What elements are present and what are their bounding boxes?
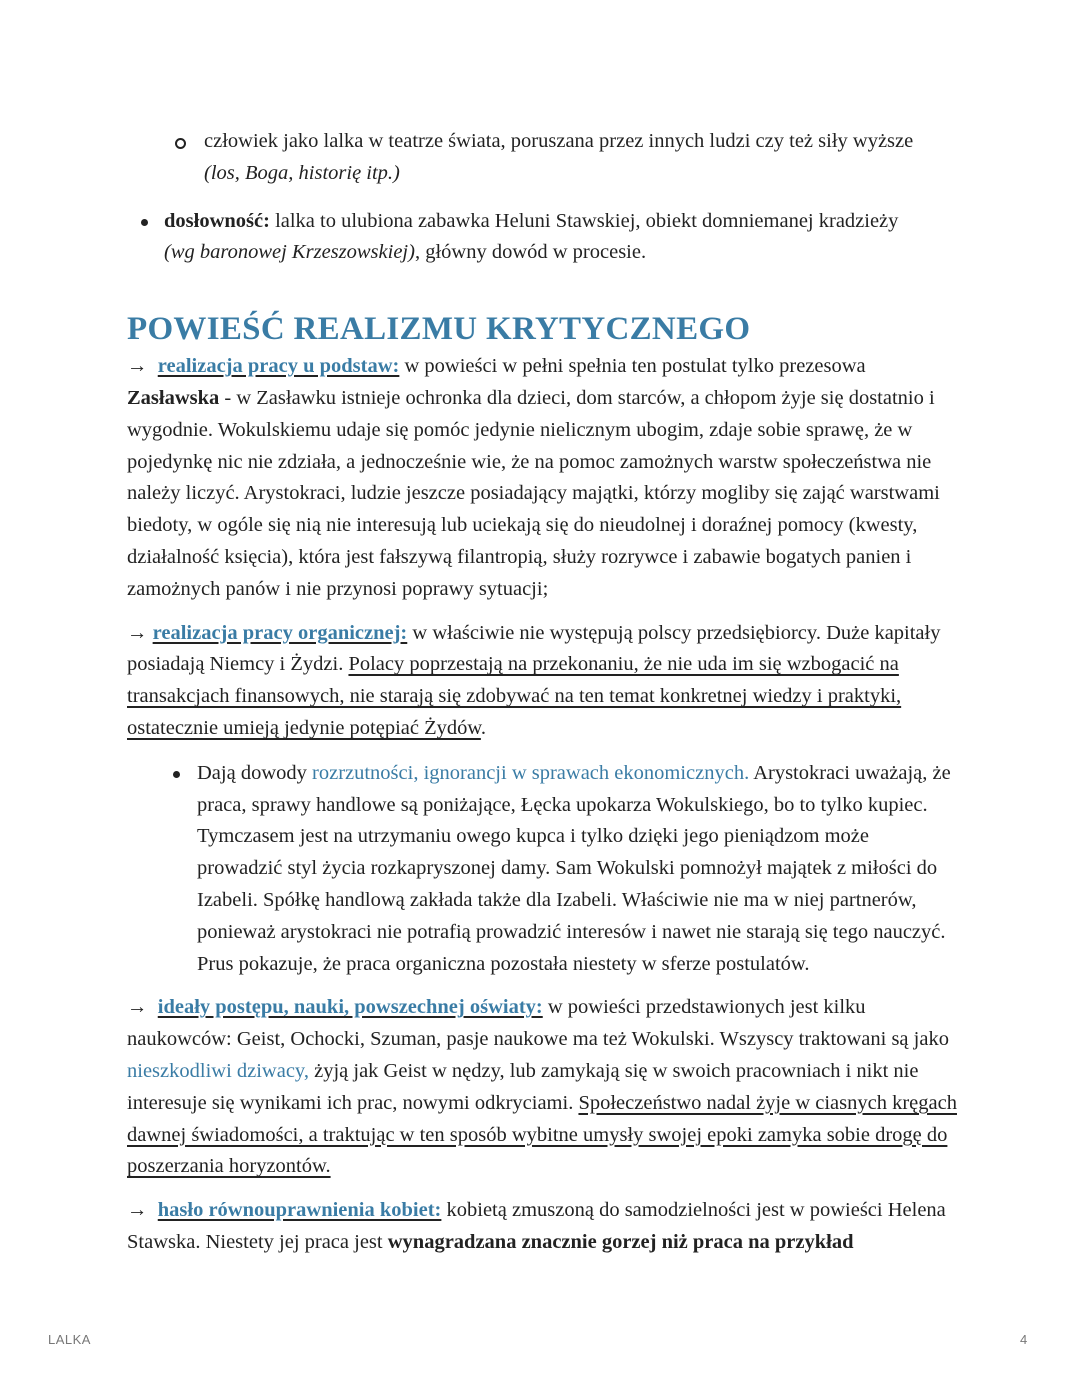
page-content: [127, 126, 957, 1259]
bullet-text-2: Arystokraci uważają, że praca, sprawy handlowe są poniżające, Łęcka upokarza Wokulskiego, bo to tylko kupiec. Tymczasem jest na utrzymaniu owego kupca i tylko dzięki jego pieniądzom może prowadzić styl życia rozkapryszonej damy. Sam Wokulski pomnożył majątek z miłości do Izabeli. Spółkę handlową zakłada także dla Izabeli. Właściwie nie ma w niej partnerów, ponieważ arystokraci nie potrafią prowadzić interesów i nawet nie starają się tego nauczyć. Prus pokazuje, że praca organiczna pozostała niestety w sferze postulatów.: [197, 761, 951, 975]
bullet-text-1: Dają dowody: [197, 761, 313, 784]
p1-text-1: w powieści w pełni spełnia ten postulat tylko prezesowa: [399, 355, 866, 378]
page-number: 4: [1020, 1332, 1028, 1347]
list-item-disc: [127, 206, 957, 270]
link-rownouprawnienie[interactable]: hasło równouprawnienia kobiet:: [157, 1199, 442, 1222]
arrow-icon: →: [127, 1199, 148, 1222]
p3-underlined: Społeczeństwo nadal żyje w ciasnych kręgach dawnej świadomości, a traktując w ten sposób wybitne umysły swojej epoki zamyka sobie drogę do poszerzania horyzontów.: [127, 1091, 957, 1178]
circle-bullet-icon: [175, 138, 186, 149]
p2-underlined: Polacy poprzestają na przekonaniu, że nie uda im się wzbogacić na transakcjach finansowych, nie starają się zdobywać na ten temat konkretnej wiedzy i praktyki, ostatecznie umieją jedynie potępiać Żydów: [127, 653, 902, 739]
p3-text-1: w powieści przedstawionych jest kilku naukowców: Geist, Ochocki, Szuman, pasje naukowe ma też Wokulski. Wszyscy traktowani są jako: [127, 996, 949, 1051]
link-praca-u-podstaw[interactable]: realizacja pracy u podstaw:: [157, 355, 400, 378]
disc-item-text: lalka to ulubiona zabawka Heluni Stawskiej, obiekt domniemanej kradzieży: [269, 209, 899, 232]
p2-text-2: .: [480, 716, 486, 739]
disc-item-text-end: , główny dowód w procesie.: [414, 241, 647, 264]
arrow-icon: →: [127, 621, 148, 644]
disc-item-label: dosłowność:: [164, 209, 270, 232]
p1-text-2: - w Zasławku istnieje ochronka dla dzieci, dom starców, a chłopom żyje się dostatnio i wygodnie. Wokulskiemu udaje się pomóc jedynie nielicznym ubogim, zdaje sobie sprawę, że w pojedynkę nic nie zdziała, a jednocześnie wie, że na pomoc zamożnych warstw społeczeństwa nie należy liczyć. Arystokraci, ludzie jeszcze posiadający majątki, którzy mogliby się zająć warstwami biedoty, w ogóle się nią nie interesują lub uciekają się do nieudolnej i doraźnej pomocy (kwesty, działalność księcia), która jest fałszywą filantropią, służy rozrywce i zabawie bogatych panien i zamożnych panów i nie przynosi poprawy sytuacji;: [127, 386, 940, 600]
list-item-dowody: [127, 758, 957, 981]
link-idealy-postepu[interactable]: ideały postępu, nauki, powszechnej oświaty:: [157, 996, 543, 1019]
paragraph-idealy-postepu: [127, 992, 957, 1183]
arrow-icon: →: [127, 355, 148, 378]
paragraph-praca-organiczna: [127, 618, 957, 745]
disc-bullet-icon: [141, 219, 148, 226]
section-heading: POWIEŚĆ REALIZMU KRYTYCZNEGO: [127, 311, 751, 348]
p4-text-1: kobietą zmuszoną do samodzielności jest w powieści Helena Stawska. Niestety jej praca jest: [127, 1199, 946, 1253]
circle-item-italic: (los, Boga, historię itp.): [204, 161, 400, 184]
disc-item-italic: (wg baronowej Krzeszowskiej): [164, 241, 415, 264]
bullet-blue-text: rozrzutności, ignorancji w sprawach ekonomicznych.: [312, 761, 750, 784]
p1-bold: Zasławska: [127, 386, 220, 409]
p3-blue-text: nieszkodliwi dziwacy,: [127, 1059, 309, 1082]
paragraph-praca-u-podstaw: [127, 351, 957, 605]
circle-item-text: człowiek jako lalka w teatrze świata, poruszana przez innych ludzi czy też siły wyższe: [204, 130, 914, 152]
list-item-circle: [127, 126, 957, 190]
footer-title: LALKA: [48, 1332, 91, 1347]
disc-bullet-icon: [173, 771, 180, 778]
paragraph-rownouprawnienie: [127, 1195, 957, 1259]
link-praca-organiczna[interactable]: realizacja pracy organicznej:: [152, 621, 408, 644]
p3-text-2: żyją jak Geist w nędzy, lub zamykają się w swoich pracowniach i nikt nie interesuje się wynikami ich prac, nowymi odkryciami.: [127, 1059, 919, 1114]
p4-bold: wynagradzana znacznie gorzej niż praca na przykład: [387, 1230, 854, 1253]
arrow-icon: →: [127, 996, 148, 1019]
p2-text-1: w właściwie nie występują polscy przedsiębiorcy. Duże kapitały posiadają Niemcy i Żydzi.: [127, 621, 941, 676]
